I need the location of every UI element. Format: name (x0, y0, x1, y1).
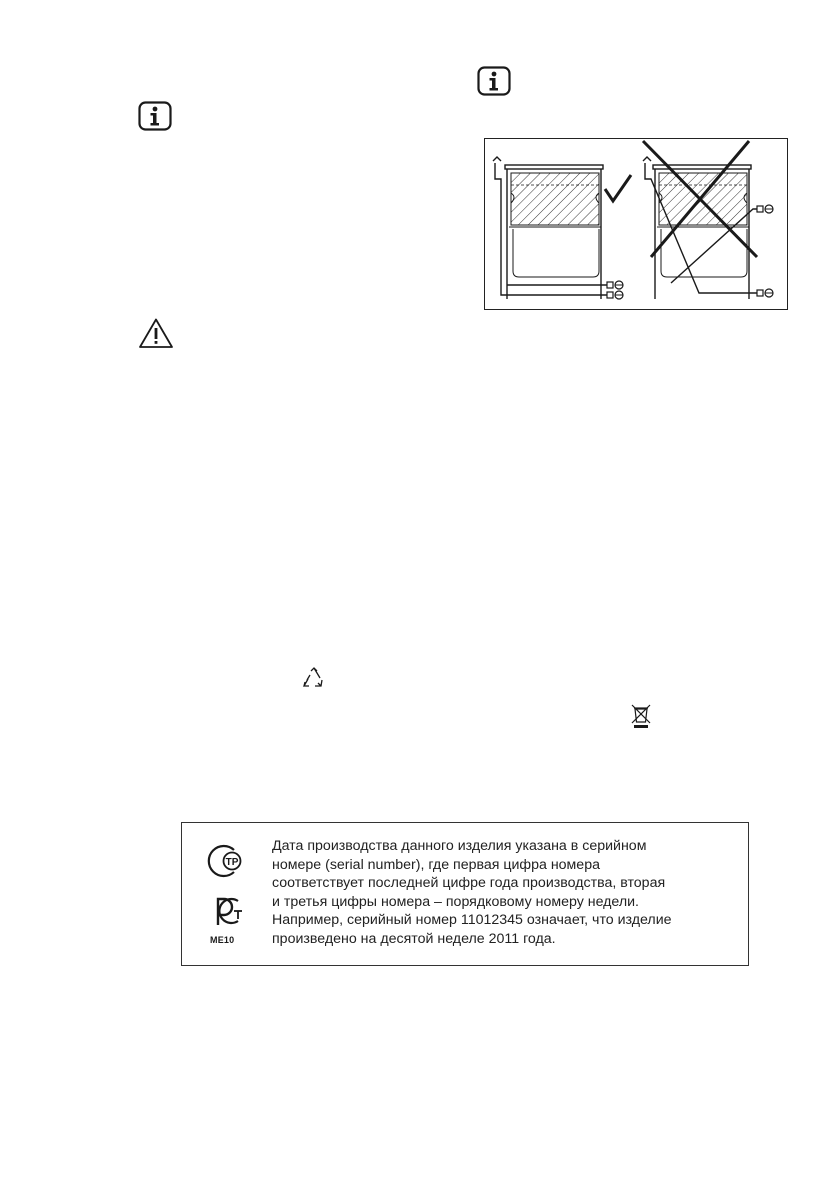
checkmark-icon (605, 175, 631, 201)
certification-box (181, 822, 749, 966)
note-line: произведено на десятой неделе 2011 года. (272, 930, 556, 947)
note-line: и третья цифры номера – порядковому номеру недели. (272, 893, 639, 910)
correct-installation (493, 157, 623, 299)
info-icon (138, 101, 172, 131)
weee-crossed-bin-icon (630, 703, 652, 729)
note-line: Дата производства данного изделия указана в серийном (272, 838, 647, 854)
info-icon (477, 66, 511, 96)
installation-diagram (484, 138, 788, 310)
incorrect-installation (643, 157, 773, 299)
note-line: Например, серийный номер 11012345 означает, что изделие (272, 912, 672, 929)
note-line: номере (serial number), где первая цифра номера (272, 856, 600, 873)
svg-text:ТР: ТР (225, 857, 239, 868)
cert-code: ME10 (210, 935, 235, 945)
note-line: соответствует последней цифре года производства, вторая (272, 875, 666, 892)
recycle-icon (301, 667, 327, 691)
warning-icon (138, 317, 174, 349)
eac-tr-mark-logo (204, 843, 244, 879)
rst-gost-mark-logo (204, 891, 246, 931)
production-date-note (272, 837, 742, 949)
